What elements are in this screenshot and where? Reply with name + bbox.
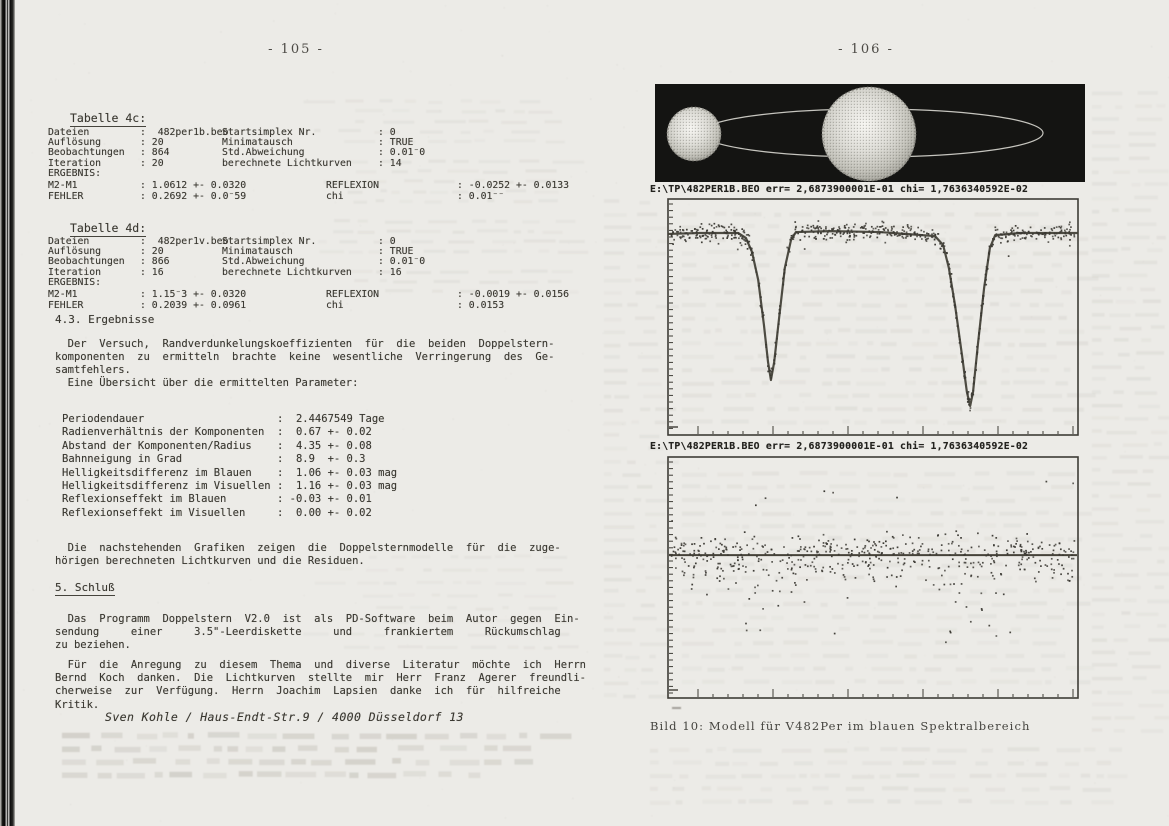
table-row	[48, 236, 593, 246]
table-cell: FEHLER	[48, 299, 84, 311]
table-4c-title: Tabelle 4c:	[70, 111, 147, 125]
section-heading-schluss: 5. Schluß	[55, 581, 115, 594]
parameter-label: Reflexionseffekt im Visuellen	[62, 506, 246, 519]
table-cell: : 20	[140, 157, 164, 169]
table-cell: REFLEXION	[326, 289, 380, 301]
paragraph-dank	[55, 659, 586, 712]
parameter-value: : 2.4467549 Tage	[277, 413, 385, 425]
table-cell: : 0.01⁻⁻	[457, 190, 505, 202]
parameter-label: Periodendauer	[62, 413, 145, 425]
plot1-title: E:\TP\482PER1B.BEO err= 2,6873900001E-01 chi= 1,7636340592E-02	[650, 184, 1029, 195]
table-cell: : 864	[140, 147, 170, 159]
parameter-list	[62, 413, 582, 520]
page-number-right: - 106 -	[838, 42, 894, 57]
table-cell: berechnete Lichtkurven	[222, 157, 352, 169]
table-cell: : 20	[140, 137, 164, 149]
table-row	[48, 137, 593, 147]
table-cell: Auflösung	[48, 137, 102, 149]
text-line: Bernd Koch danken. Die Lichtkurven stellte mir Herr Franz Agerer freundli-	[55, 672, 587, 685]
table-cell: : TRUE	[378, 137, 414, 149]
parameter-label: Helligkeitsdifferenz im Visuellen	[62, 479, 271, 492]
table-cell: M2-M1	[48, 289, 78, 301]
parameter-value: : 0.00 +- 0.02	[277, 506, 372, 519]
parameter-label: Reflexionseffekt im Blauen	[62, 493, 227, 506]
table-cell: : 16	[378, 266, 402, 278]
table-cell: Std.Abweichung	[222, 256, 305, 268]
table-cell: Beobachtungen	[48, 147, 125, 159]
text-line: Die nachstehenden Grafiken zeigen die Doppelsternmodelle für die zuge-	[55, 542, 561, 554]
table-4d	[48, 236, 593, 310]
table-cell: : 866	[140, 256, 170, 268]
parameter-row	[62, 467, 582, 480]
table-cell: FEHLER	[48, 190, 84, 202]
section-heading-ergebnisse: 4.3. Ergebnisse	[55, 313, 155, 326]
table-cell: berechnete Lichtkurven	[222, 266, 352, 278]
table-cell: ERGEBNIS:	[48, 276, 102, 288]
table-row	[48, 256, 593, 266]
table-row	[48, 180, 593, 190]
text-line: hörigen berechneten Lichtkurven und die Residuen.	[55, 555, 365, 568]
table-row	[48, 158, 593, 168]
page-number-left: - 105 -	[268, 42, 324, 57]
table-cell: Iteration	[48, 157, 102, 169]
parameter-label: Helligkeitsdifferenz im Blauen	[62, 466, 252, 479]
text-line: Der Versuch, Randverdunkelungskoeffizienten für die beiden Doppelstern-	[55, 338, 555, 350]
author-signature: Sven Kohle / Haus-Endt-Str.9 / 4000 Düsseldorf 13	[105, 710, 464, 724]
table-cell: : 20	[140, 246, 164, 258]
table-cell: : 482per1v.beo	[140, 236, 229, 247]
table-cell: : 16	[140, 266, 164, 278]
table-4c	[48, 127, 593, 201]
parameter-label: Abstand der Komponenten/Radius	[62, 439, 252, 452]
parameter-row	[62, 480, 582, 493]
figure-caption: Bild 10: Modell für V482Per im blauen Spektralbereich	[650, 719, 1031, 733]
text-line: zu beziehen.	[55, 639, 131, 652]
table-cell: Startsimplex Nr.	[222, 236, 317, 247]
text-line: Das Programm Doppelstern V2.0 ist als PD-Software beim Autor gegen Ein-	[55, 613, 580, 625]
table-cell: : -0.0019 +- 0.0156	[457, 289, 570, 301]
paragraph-programm	[55, 613, 580, 653]
table-cell: : 0	[378, 236, 396, 247]
text-line: samtfehlers.	[55, 364, 131, 377]
table-cell: : 1.0612 +- 0.0320	[140, 180, 247, 192]
table-cell: : 0.2692 +- 0.0⁻59	[140, 190, 247, 202]
paragraph-grafiken	[55, 542, 561, 568]
parameter-label: Radienverhältnis der Komponenten	[62, 426, 265, 439]
table-row	[48, 191, 593, 201]
table-cell: : 0.01⁻0	[378, 147, 426, 159]
table-cell: Minimatausch	[222, 246, 293, 258]
parameter-value: : 0.67 +- 0.02	[277, 426, 372, 439]
text-line: sendung einer 3.5"-Leerdiskette und frankiertem Rückumschlag	[55, 626, 561, 639]
table-row-ergebnis	[48, 277, 593, 290]
table-cell: Std.Abweichung	[222, 147, 305, 159]
table-row	[48, 267, 593, 277]
book-binding-edge	[0, 0, 15, 826]
text-line: cherweise zur Verfügung. Herrn Joachim Lapsien danke ich für hilfreiche	[55, 685, 561, 698]
text-line: Eine Übersicht über die ermittelten Parameter:	[55, 377, 359, 389]
binary-star-model	[655, 84, 1085, 182]
parameter-value: : 1.06 +- 0.03 mag	[277, 466, 398, 479]
parameter-value: : -0.03 +- 0.01	[277, 493, 372, 506]
table-cell: : TRUE	[378, 246, 414, 258]
parameter-row	[62, 440, 582, 453]
table-cell: Dateien	[48, 127, 90, 138]
table-cell: Startsimplex Nr.	[222, 127, 317, 138]
parameter-row	[62, 453, 582, 466]
table-cell: : 0.01⁻0	[378, 256, 426, 268]
table-cell: chi	[326, 299, 344, 311]
star-large	[822, 87, 916, 181]
parameter-row	[62, 493, 582, 506]
star-small	[667, 107, 721, 161]
table-cell: : 1.15⁻3 +- 0.0320	[140, 289, 247, 301]
parameter-label: Bahnneigung in Grad	[62, 453, 183, 466]
table-cell: : 482per1b.beo	[140, 127, 229, 138]
table-row	[48, 289, 593, 299]
table-cell: Beobachtungen	[48, 256, 125, 268]
table-cell: Auflösung	[48, 246, 102, 258]
text-line: komponenten zu ermitteln brachte keine wesentliche Verringerung des Ge-	[55, 351, 555, 364]
text-line: Kritik.	[55, 698, 100, 711]
text-line: Für die Anregung zu diesem Thema und diverse Literatur möchte ich Herrn	[55, 659, 587, 671]
parameter-row	[62, 507, 582, 520]
paragraph-versuch	[55, 338, 554, 378]
parameter-row	[62, 426, 582, 439]
table-cell: : -0.0252 +- 0.0133	[457, 180, 570, 192]
table-row	[48, 127, 593, 137]
table-cell: : 0	[378, 127, 396, 138]
table-cell: : 0.0153	[457, 299, 505, 311]
table-cell: Dateien	[48, 236, 90, 247]
table-cell: : 14	[378, 157, 402, 169]
table-cell: chi	[326, 190, 344, 202]
parameter-value: : 8.9 +- 0.3	[277, 453, 366, 466]
table-row-ergebnis	[48, 168, 593, 181]
paragraph-uebersicht	[55, 377, 358, 390]
table-4d-title: Tabelle 4d:	[70, 221, 147, 235]
table-cell: ERGEBNIS:	[48, 167, 102, 179]
table-cell: Iteration	[48, 266, 102, 278]
parameter-value: : 4.35 +- 0.08	[277, 439, 372, 452]
table-cell: : 0.2039 +- 0.0961	[140, 299, 247, 311]
table-row	[48, 147, 593, 157]
table-row	[48, 246, 593, 256]
table-cell: REFLEXION	[326, 180, 380, 192]
parameter-row	[62, 413, 582, 426]
table-cell: M2-M1	[48, 180, 78, 192]
table-row	[48, 300, 593, 310]
residual-points	[671, 481, 1075, 643]
parameter-value: : 1.16 +- 0.03 mag	[277, 479, 398, 492]
table-cell: Minimatausch	[222, 137, 293, 149]
plot2-title: E:\TP\482PER1B.BEO err= 2,6873900001E-01 chi= 1,7636340592E-02	[650, 441, 1029, 452]
